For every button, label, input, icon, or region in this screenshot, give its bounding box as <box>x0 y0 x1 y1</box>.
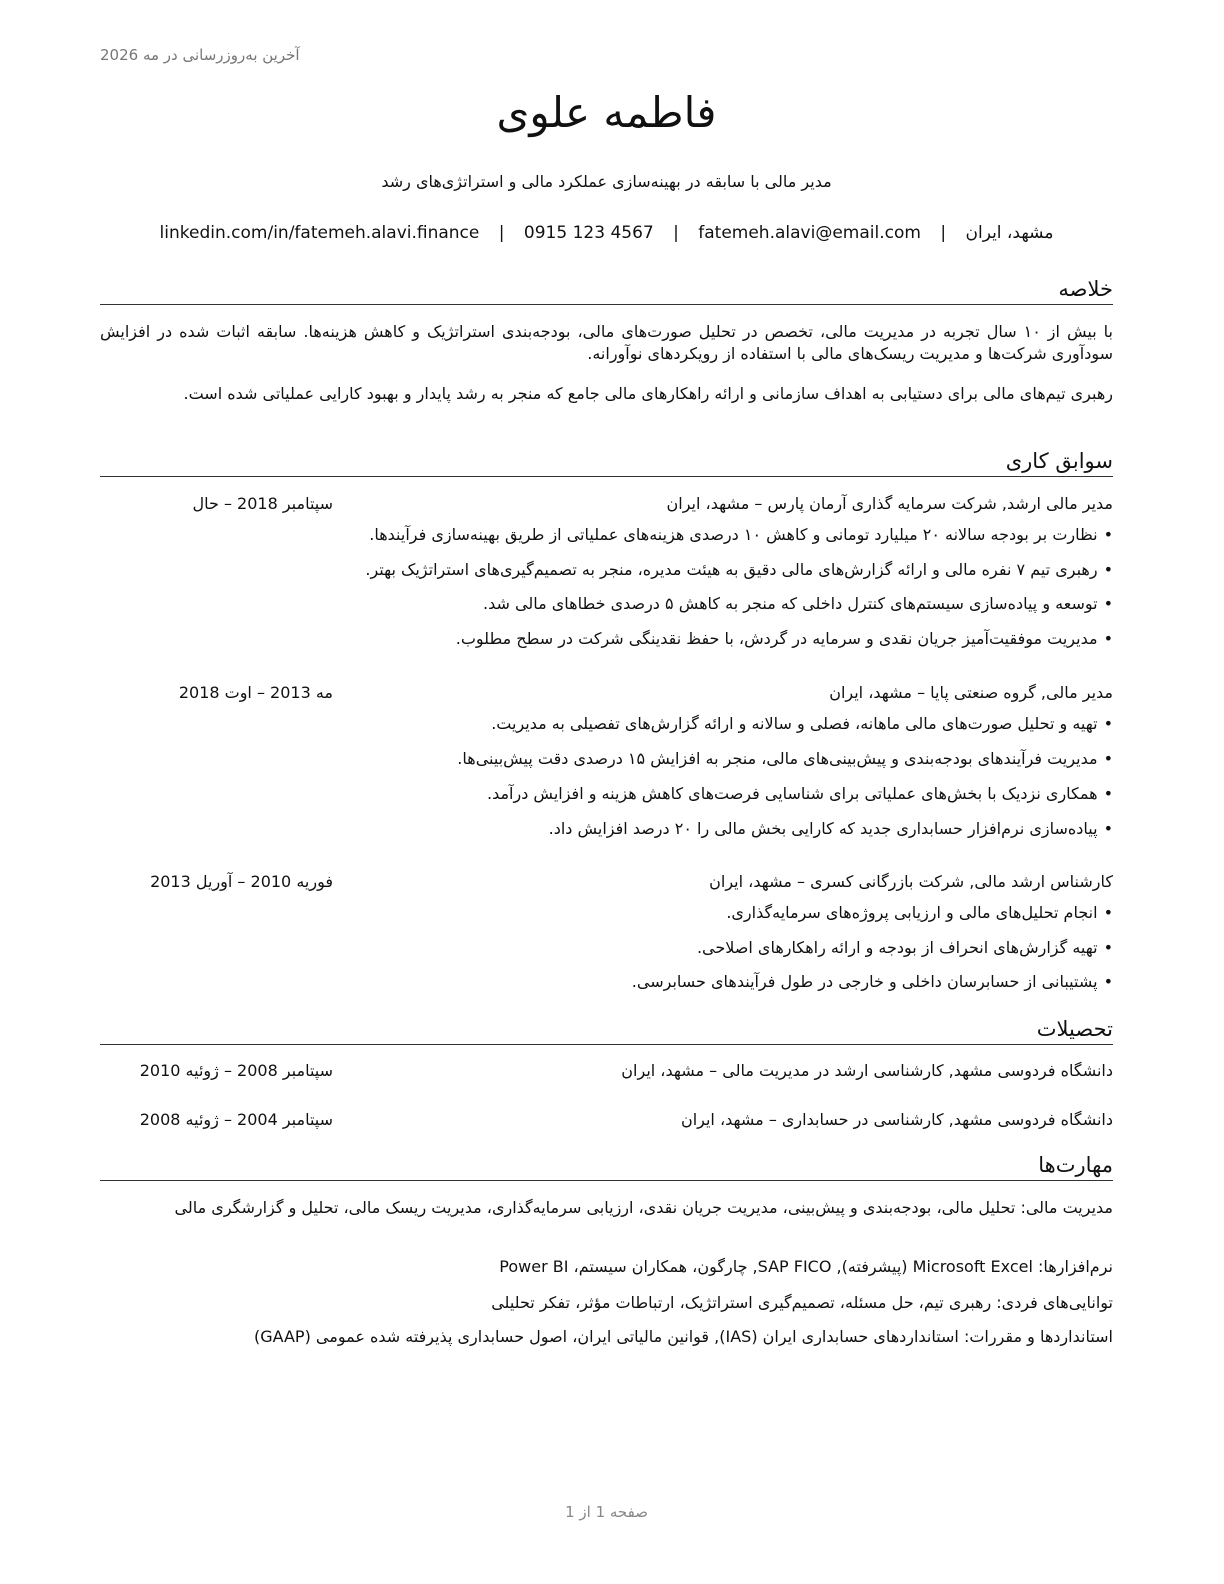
job-bullet: • مدیریت فرآیندهای بودجه‌بندی و پیش‌بینی‌های مالی، منجر به افزایش ۱۵ درصدی دقت پیش‌بینی‌ها. <box>457 748 1113 770</box>
contact-linkedin[interactable]: linkedin.com/in/fatemeh.alavi.finance <box>159 223 480 243</box>
job-title: مدیر مالی ارشد, شرکت سرمایه گذاری آرمان پارس – مشهد، ایران <box>666 494 1113 513</box>
job-bullet: • توسعه و پیاده‌سازی سیستم‌های کنترل داخلی که منجر به کاهش ۵ درصدی خطاهای مالی شد. <box>483 593 1113 615</box>
contact-separator: | <box>940 223 947 243</box>
summary-heading: خلاصه <box>100 276 1113 305</box>
candidate-name: فاطمه علوی <box>496 88 717 137</box>
last-updated: آخرین به‌روزرسانی در مه 2026 <box>100 46 300 64</box>
job-bullet: • انجام تحلیل‌های مالی و ارزیابی پروژه‌های سرمایه‌گذاری. <box>726 902 1113 924</box>
contact-location: مشهد، ایران <box>965 223 1054 243</box>
job-bullet: • همکاری نزدیک با بخش‌های عملیاتی برای شناسایی فرصت‌های کاهش هزینه و افزایش درآمد. <box>487 783 1113 805</box>
job-date: سپتامبر 2018 – حال <box>192 494 333 513</box>
contact-phone[interactable]: 0915 123 4567 <box>523 223 654 243</box>
contact-email[interactable]: fatemeh.alavi@email.com <box>698 223 921 243</box>
job-header <box>100 494 1113 518</box>
contact-separator: | <box>673 223 679 243</box>
experience-heading: سوابق کاری <box>100 448 1113 477</box>
skill-line: مدیریت مالی: تحلیل مالی، بودجه‌بندی و پیش‌بینی، مدیریت جریان نقدی، ارزیابی سرمایه‌گذاری، مدیریت ریسک مالی، تحلیل و گزارشگری مالی <box>174 1198 1113 1217</box>
job-date: مه 2013 – اوت 2018 <box>178 683 333 702</box>
skill-line: استانداردها و مقررات: استانداردهای حسابداری ایران (IAS), قوانین مالیاتی ایران، اصول حسابداری پذیرفته شده عمومی (GAAP) <box>253 1327 1113 1346</box>
tagline: مدیر مالی با سابقه در بهینه‌سازی عملکرد مالی و استراتژی‌های رشد <box>381 172 832 191</box>
skill-line: نرم‌افزارها: Microsoft Excel (پیشرفته), SAP FICO, چارگون، همکاران سیستم، Power BI <box>499 1257 1113 1276</box>
skill-line: توانایی‌های فردی: رهبری تیم، حل مسئله، تصمیم‌گیری استراتژیک، ارتباطات مؤثر، تفکر تحلیلی <box>491 1293 1113 1312</box>
education-date: سپتامبر 2004 – ژوئیه 2008 <box>139 1110 333 1129</box>
education-title: دانشگاه فردوسی مشهد, کارشناسی در حسابداری – مشهد، ایران <box>680 1110 1113 1129</box>
job-title: کارشناس ارشد مالی, شرکت بازرگانی کسری – مشهد، ایران <box>709 872 1113 891</box>
education-item <box>100 1110 1113 1134</box>
education-title: دانشگاه فردوسی مشهد, کارشناسی ارشد در مدیریت مالی – مشهد، ایران <box>621 1061 1113 1080</box>
job-header <box>100 872 1113 896</box>
summary-paragraph: رهبری تیم‌های مالی برای دستیابی به اهداف سازمانی و ارائه راهکارهای مالی جامع که منجر به رشد پایدار و بهبود کارایی عملیاتی شده است. <box>183 384 1113 403</box>
page-number: صفحه 1 از 1 <box>565 1503 648 1521</box>
contact-line <box>100 223 1113 243</box>
job-bullet: • پشتیبانی از حسابرسان داخلی و خارجی در طول فرآیندهای حسابرسی. <box>632 971 1113 993</box>
job-bullet: • تهیه و تحلیل صورت‌های مالی ماهانه، فصلی و سالانه و ارائه گزارش‌های تفصیلی به مدیریت. <box>491 713 1113 735</box>
summary-paragraph: با بیش از ۱۰ سال تجربه در مدیریت مالی، تخصص در تحلیل صورت‌های مالی، بودجه‌بندی استراتژیک و کاهش هزینه‌ها. سابقه اثبات شده در افزایش سودآوری شرکت‌ها و مدیریت ریسک‌های مالی با استفاده از رویکردهای نوآورانه. <box>100 322 1113 363</box>
contact-separator: | <box>498 223 505 243</box>
job-bullet: • نظارت بر بودجه سالانه ۲۰ میلیارد تومانی و کاهش ۱۰ درصدی هزینه‌های عملیاتی از طریق بهینه‌سازی فرآیندها. <box>369 524 1113 546</box>
education-heading: تحصیلات <box>100 1016 1113 1045</box>
job-bullet: • پیاده‌سازی نرم‌افزار حسابداری جدید که کارایی بخش مالی را ۲۰ درصد افزایش داد. <box>549 818 1113 840</box>
resume-page <box>100 0 1113 1584</box>
job-header <box>100 683 1113 707</box>
job-title: مدیر مالی, گروه صنعتی پایا – مشهد، ایران <box>829 683 1113 702</box>
skills-heading: مهارت‌ها <box>100 1152 1113 1181</box>
education-date: سپتامبر 2008 – ژوئیه 2010 <box>139 1061 333 1080</box>
education-item <box>100 1061 1113 1085</box>
job-bullet: • مدیریت موفقیت‌آمیز جریان نقدی و سرمایه در گردش، با حفظ نقدینگی شرکت در سطح مطلوب. <box>456 628 1113 650</box>
job-bullet: • تهیه گزارش‌های انحراف از بودجه و ارائه راهکارهای اصلاحی. <box>697 937 1113 959</box>
job-date: فوریه 2010 – آوریل 2013 <box>150 872 333 891</box>
job-bullet: • رهبری تیم ۷ نفره مالی و ارائه گزارش‌های مالی دقیق به هیئت مدیره، منجر به تصمیم‌گیری‌های استراتژیک بهتر. <box>365 559 1113 581</box>
